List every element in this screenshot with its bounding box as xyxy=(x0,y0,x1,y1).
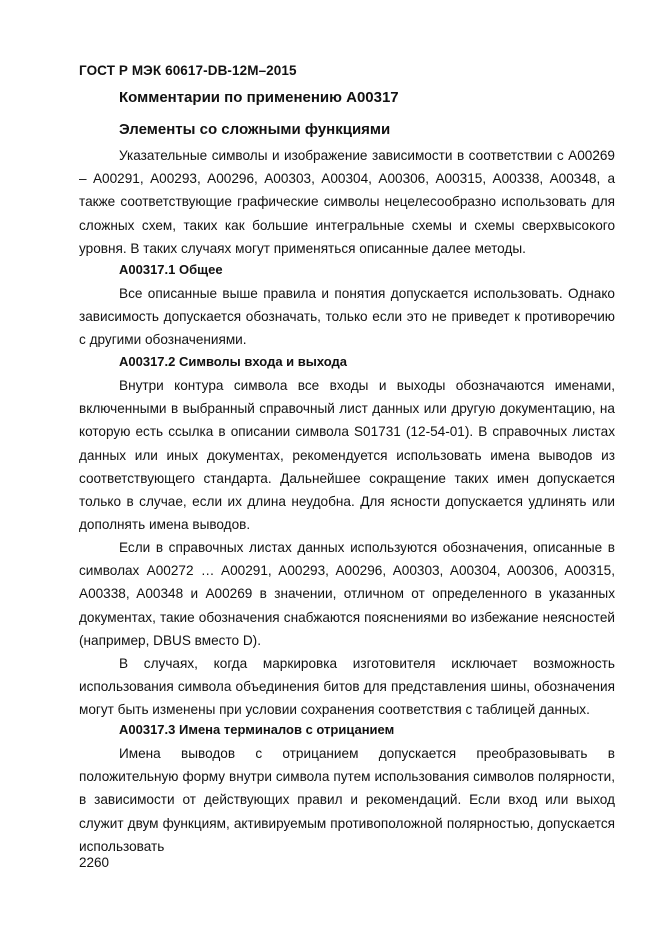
intro-paragraph: Указательные символы и изображение зависимости в соответствии с A00269 – A00291, A00293, A00296, A00303, A00304, A00306, A00315, A00338, A00348, а также соответствующие графические символы нецелесообразно использовать для сложных схем, таких как большие интегральные схемы и схемы сверхвысокого уровня. В таких случаях могут применяться описанные далее методы. xyxy=(79,148,615,256)
s2-heading: A00317.2 Символы входа и выхода xyxy=(119,354,348,369)
s1-paragraph: Все описанные выше правила и понятия допускается использовать. Однако зависимость допускается обозначать, только если это не приведет к противоречию с другими обозначениями. xyxy=(79,286,615,348)
section-title: Комментарии по применению A00317 xyxy=(119,89,399,106)
s1-heading: A00317.1 Общее xyxy=(119,262,223,277)
page-number: 2260 xyxy=(79,855,110,870)
s3-paragraph: Имена выводов с отрицанием допускается преобразовывать в положительную форму внутри символа путем использования символов полярности, в зависимости от действующих правил и рекомендаций. Если вход или выход служит двум функциям, активируемым противоположной полярностью, допускается использовать xyxy=(79,746,615,854)
s2-paragraph-1: Внутри контура символа все входы и выходы обозначаются именами, включенными в выбранный справочный лист данных или другую документацию, на которую есть ссылка в описании символа S01731 (12-54-01). В справочных листах данных или иных документах, рекомендуется использовать имена выводов из соответствующего стандарта. Дальнейшее сокращение таких имен допускается только в случае, если их длина неудобна. Для ясности допускается удлинять или дополнять имена выводов. xyxy=(79,378,615,533)
s2-paragraph-2: Если в справочных листах данных используются обозначения, описанные в символах A00272 … A00291, A00293, A00296, A00303, A00304, A00306, A00315, A00338, A00348 и A00269 в значении, отличном от определенного в указанных документах, такие обозначения снабжаются пояснениями во избежание неясностей (например, DBUS вместо D). xyxy=(79,540,615,648)
subsection-title: Элементы со сложными функциями xyxy=(119,121,391,138)
s2-paragraph-3: В случаях, когда маркировка изготовителя исключает возможность использования символа объединения битов для представления шины, обозначения могут быть изменены при условии сохранения соответствия с таблицей данных. xyxy=(79,656,615,718)
standard-header: ГОСТ Р МЭК 60617-DB-12M–2015 xyxy=(79,63,297,78)
s3-heading: A00317.3 Имена терминалов с отрицанием xyxy=(119,722,395,737)
